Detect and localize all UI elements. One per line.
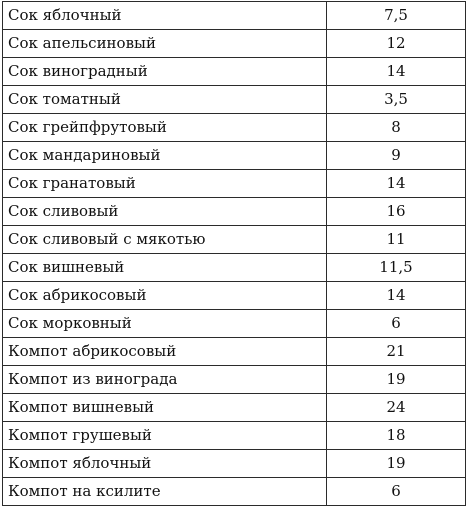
table-row [3, 198, 466, 226]
item-value-cell: 6 [327, 478, 466, 506]
table-row [3, 86, 466, 114]
table-row [3, 478, 466, 506]
item-name-cell: Сок яблочный [3, 2, 327, 30]
item-name-cell: Компот из винограда [3, 366, 327, 394]
item-name-cell: Сок вишневый [3, 254, 327, 282]
item-name-cell: Компот на ксилите [3, 478, 327, 506]
table-row [3, 2, 466, 30]
item-value-cell: 16 [327, 198, 466, 226]
table-row [3, 282, 466, 310]
table-row [3, 170, 466, 198]
table-row [3, 450, 466, 478]
beverage-table [2, 1, 466, 506]
table-row [3, 30, 466, 58]
table-row [3, 310, 466, 338]
item-value-cell: 6 [327, 310, 466, 338]
item-value-cell: 7,5 [327, 2, 466, 30]
item-name-cell: Сок мандариновый [3, 142, 327, 170]
item-name-cell: Компот грушевый [3, 422, 327, 450]
item-name-cell: Компот яблочный [3, 450, 327, 478]
item-value-cell: 18 [327, 422, 466, 450]
item-value-cell: 12 [327, 30, 466, 58]
item-value-cell: 14 [327, 282, 466, 310]
item-name-cell: Сок гранатовый [3, 170, 327, 198]
item-value-cell: 11,5 [327, 254, 466, 282]
item-name-cell: Сок абрикосовый [3, 282, 327, 310]
item-name-cell: Компот вишневый [3, 394, 327, 422]
table-row [3, 366, 466, 394]
table-row [3, 338, 466, 366]
item-value-cell: 9 [327, 142, 466, 170]
item-name-cell: Сок морковный [3, 310, 327, 338]
item-name-cell: Сок томатный [3, 86, 327, 114]
table-row [3, 422, 466, 450]
item-value-cell: 3,5 [327, 86, 466, 114]
item-value-cell: 24 [327, 394, 466, 422]
item-name-cell: Сок виноградный [3, 58, 327, 86]
item-value-cell: 11 [327, 226, 466, 254]
item-value-cell: 21 [327, 338, 466, 366]
item-name-cell: Сок сливовый [3, 198, 327, 226]
item-value-cell: 8 [327, 114, 466, 142]
table-row [3, 142, 466, 170]
item-value-cell: 14 [327, 58, 466, 86]
table-row [3, 226, 466, 254]
table-row [3, 114, 466, 142]
item-name-cell: Сок апельсиновый [3, 30, 327, 58]
table-row [3, 394, 466, 422]
table-row [3, 58, 466, 86]
item-name-cell: Сок сливовый с мякотью [3, 226, 327, 254]
item-name-cell: Компот абрикосовый [3, 338, 327, 366]
table-row [3, 254, 466, 282]
item-value-cell: 19 [327, 450, 466, 478]
item-value-cell: 14 [327, 170, 466, 198]
item-value-cell: 19 [327, 366, 466, 394]
item-name-cell: Сок грейпфрутовый [3, 114, 327, 142]
beverage-table-body [3, 2, 466, 506]
